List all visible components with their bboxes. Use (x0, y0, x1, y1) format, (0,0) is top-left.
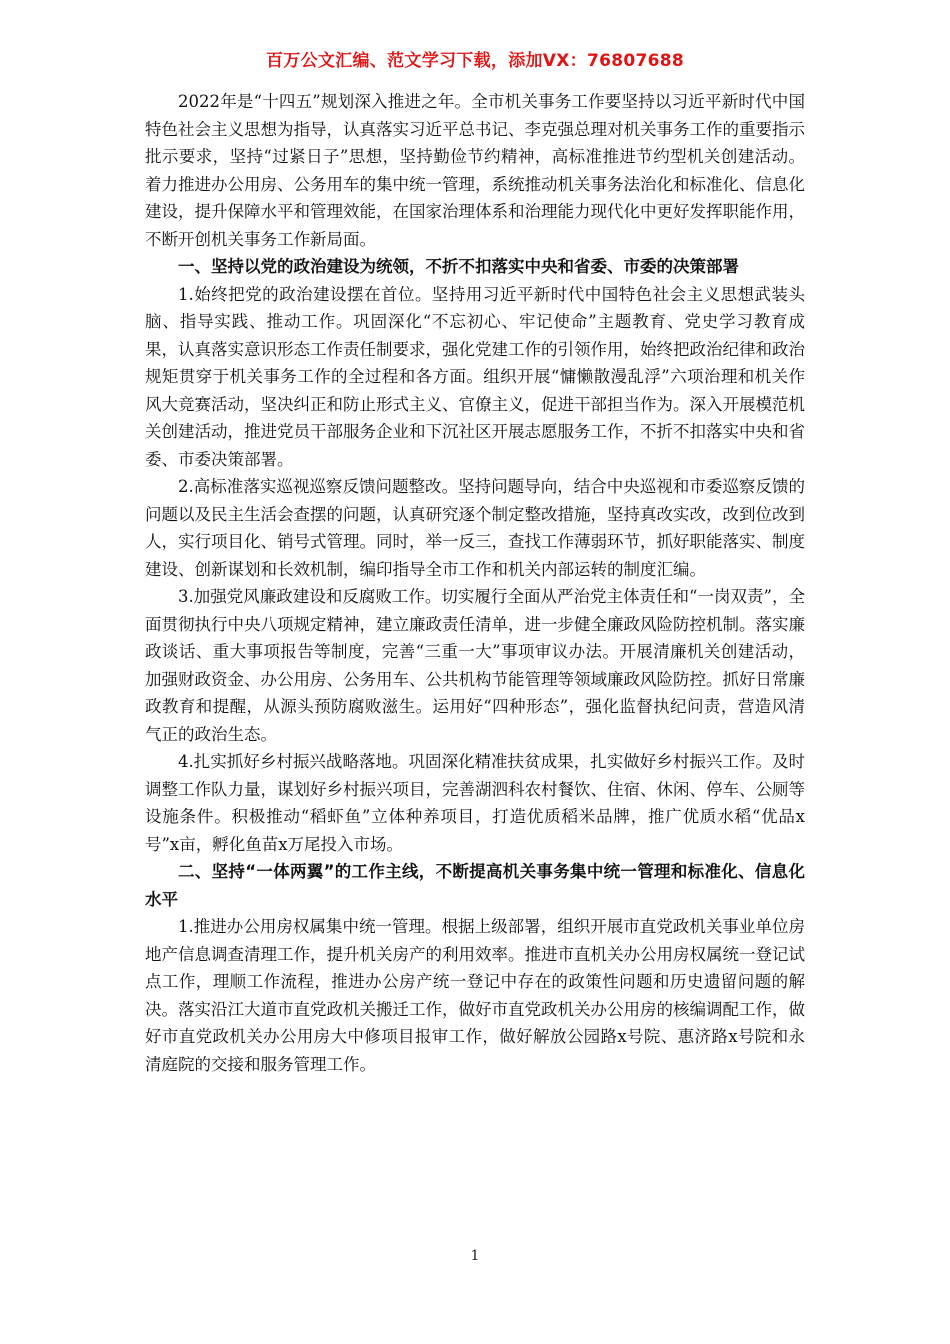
page-number: 1 (470, 1248, 480, 1264)
section-1-paragraph-4: 4.扎实抓好乡村振兴战略落地。巩固深化精准扶贫成果，扎实做好乡村振兴工作。及时调整工作队力量，谋划好乡村振兴项目，完善湖泗科农村餐饮、住宿、休闲、停车、公厕等设施条件。积极推动“稻虾鱼”立体种养项目，打造优质稻米品牌，推广优质水稻“优品x号”x亩，孵化鱼苗x万尾投入市场。 (145, 752, 805, 854)
section-1-paragraph-2: 2.高标准落实巡视巡察反馈问题整改。坚持问题导向，结合中央巡视和市委巡察反馈的问题以及民主生活会查摆的问题，认真研究逐个制定整改措施，坚持真改实改，改到位改到人，实行项目化、销号式管理。同时，举一反三，查找工作薄弱环节，抓好职能落实、制度建设、创新谋划和长效机制，编印指导全市工作和机关内部运转的制度汇编。 (145, 477, 805, 579)
document-body (145, 88, 805, 1078)
intro-paragraph: 2022年是“十四五”规划深入推进之年。全市机关事务工作要坚持以习近平新时代中国特色社会主义思想为指导，认真落实习近平总书记、李克强总理对机关事务工作的重要指示批示要求，坚持“过紧日子”思想，坚持勤俭节约精神，高标准推进节约型机关创建活动。着力推进办公用房、公务用车的集中统一管理，系统推动机关事务法治化和标准化、信息化建设，提升保障水平和管理效能，在国家治理体系和治理能力现代化中更好发挥职能作用，不断开创机关事务工作新局面。 (145, 92, 805, 249)
promo-banner: 百万公文汇编、范文学习下载，添加VX：76807688 (266, 51, 684, 71)
section-2-paragraph-1: 1.推进办公用房权属集中统一管理。根据上级部署，组织开展市直党政机关事业单位房地产信息调查清理工作，提升机关房产的利用效率。推进市直机关办公用房权属统一登记试点工作，理顺工作流程，推进办公房产统一登记中存在的政策性问题和历史遗留问题的解决。落实沿江大道市直党政机关搬迁工作，做好市直党政机关办公用房的核编调配工作，做好市直党政机关办公用房大中修项目报审工作，做好解放公园路x号院、惠济路x号院和永清庭院的交接和服务管理工作。 (145, 917, 805, 1074)
section-1-paragraph-3: 3.加强党风廉政建设和反腐败工作。切实履行全面从严治党主体责任和“一岗双责”，全面贯彻执行中央八项规定精神，建立廉政责任清单，进一步健全廉政风险防控机制。落实廉政谈话、重大事项报告等制度，完善“三重一大”事项审议办法。开展清廉机关创建活动，加强财政资金、办公用房、公务用车、公共机构节能管理等领域廉政风险防控。抓好日常廉政教育和提醒，从源头预防腐败滋生。运用好“四种形态”，强化监督执纪问责，营造风清气正的政治生态。 (145, 587, 805, 744)
section-1-paragraph-1: 1.始终把党的政治建设摆在首位。坚持用习近平新时代中国特色社会主义思想武装头脑、指导实践、推动工作。巩固深化“不忘初心、牢记使命”主题教育、党史学习教育成果，认真落实意识形态工作责任制要求，强化党建工作的引领作用，始终把政治纪律和政治规矩贯穿于机关事务工作的全过程和各方面。组织开展“慵懒散漫乱浮”六项治理和机关作风大竞赛活动，坚决纠正和防止形式主义、官僚主义，促进干部担当作为。深入开展模范机关创建活动，推进党员干部服务企业和下沉社区开展志愿服务工作，不折不扣落实中央和省委、市委决策部署。 (145, 284, 805, 469)
section-1-heading: 一、坚持以党的政治建设为统领，不折不扣落实中央和省委、市委的决策部署 (178, 257, 739, 276)
section-2-heading: 二、坚持“一体两翼”的工作主线，不断提高机关事务集中统一管理和标准化、信息化水平 (145, 862, 805, 909)
